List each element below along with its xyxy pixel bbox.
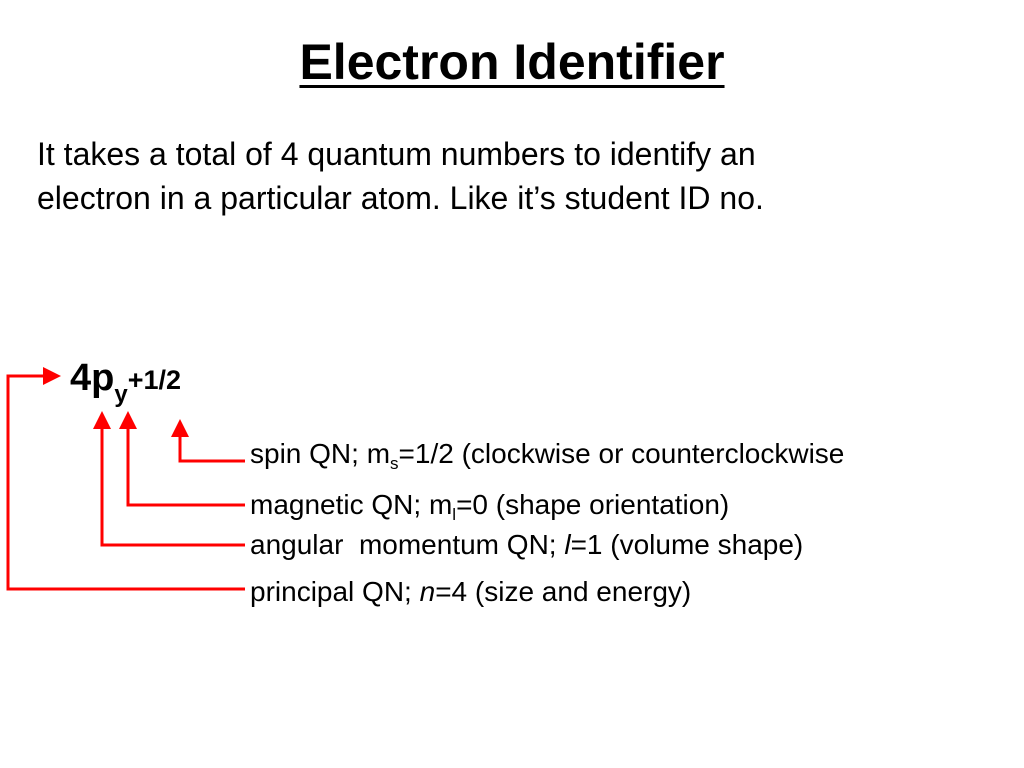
spin-qn-label (250, 438, 845, 473)
principal-qn-label (250, 576, 691, 608)
spin-qn-subscript: s (390, 454, 399, 473)
magnetic-qn-subscript: l (452, 505, 457, 524)
angular-connector-arrow (102, 414, 245, 545)
principal-qn-suffix: =4 (size and energy) (435, 576, 692, 607)
magnetic-qn-prefix: magnetic QN; m (250, 489, 453, 520)
spin-connector-arrow (180, 422, 245, 461)
angular-qn-label (250, 529, 803, 561)
notation-main: 4p (70, 357, 115, 399)
spin-qn-suffix: =1/2 (clockwise or counterclockwise (398, 438, 845, 469)
intro-line-2: electron in a particular atom. Like it’s student ID no. (37, 180, 764, 216)
principal-qn-variable: n (419, 576, 436, 607)
angular-qn-variable: l (564, 529, 571, 560)
notation-spin: +1/2 (127, 365, 182, 395)
notation-subscript: y (114, 381, 128, 408)
principal-qn-prefix: principal QN; (250, 576, 420, 607)
slide-title-text: Electron Identifier (299, 34, 725, 90)
intro-line-1: It takes a total of 4 quantum numbers to identify an (37, 136, 756, 172)
magnetic-qn-suffix: =0 (shape orientation) (456, 489, 730, 520)
spin-qn-prefix: spin QN; m (250, 438, 391, 469)
angular-qn-prefix: angular momentum QN; (250, 529, 565, 560)
magnetic-qn-label (250, 489, 730, 524)
angular-qn-suffix: =1 (volume shape) (570, 529, 804, 560)
